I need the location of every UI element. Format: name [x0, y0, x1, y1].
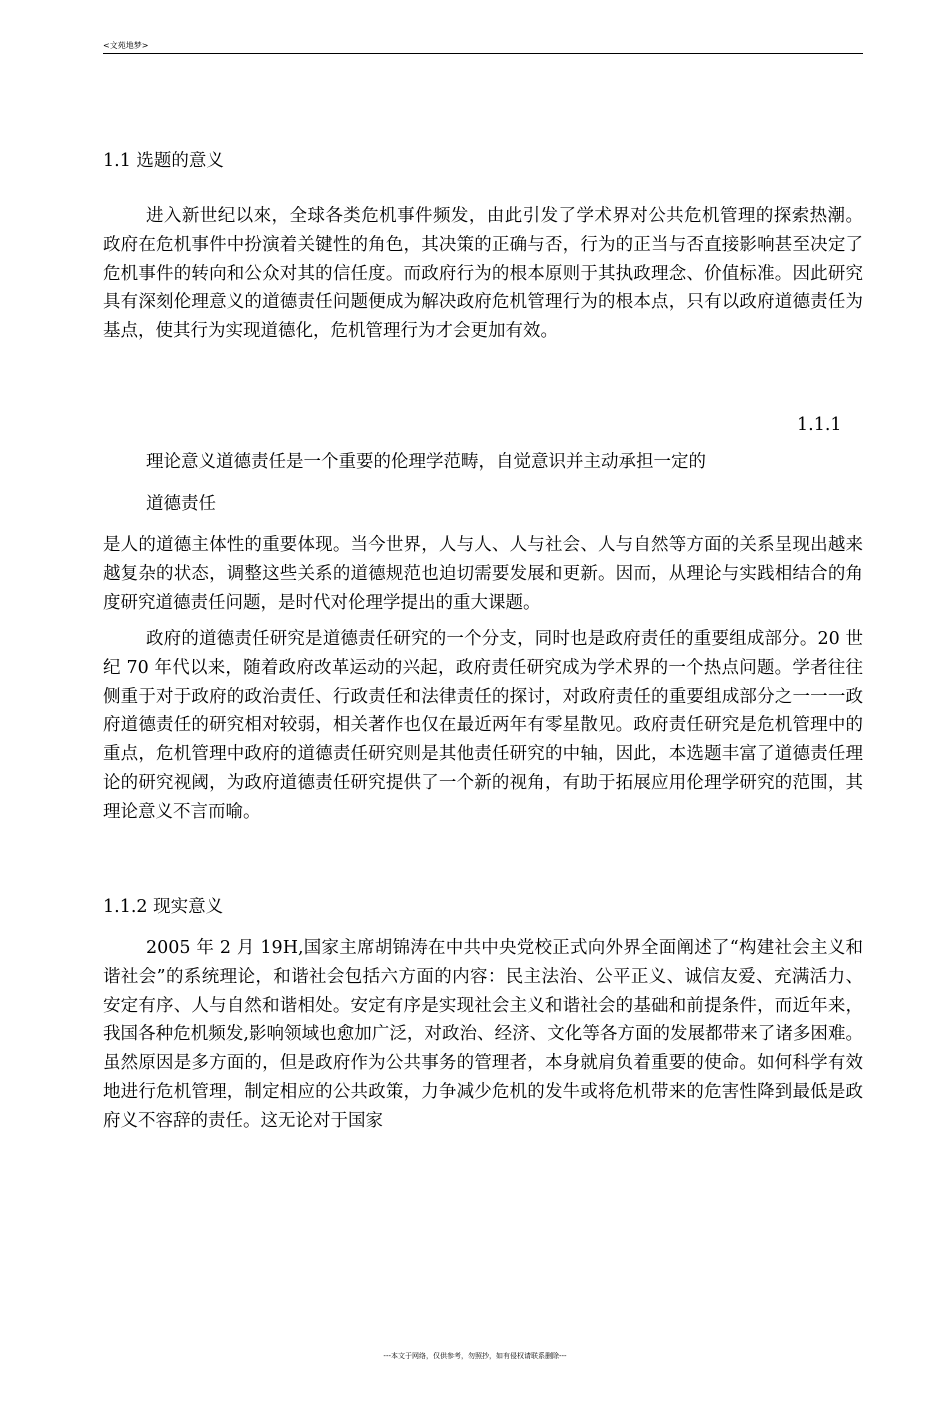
page-footer-disclaimer: ---本文于网络，仅供参考，勿照抄，如有侵权请联系删除--- — [383, 1352, 567, 1360]
section-heading-1-1-1-line2: 道德责任 — [146, 494, 216, 514]
paragraph-theory-1: 是人的道德主体性的重要体现。当今世界，人与人、人与社会、人与自然等方面的关系呈现出越来越复杂的状态，调整这些关系的道德规范也迫切需要发展和更新。因而，从理论与实践相结合的角度研究道德责任问题，是时代对伦理学提出的重大课题。 — [103, 535, 863, 613]
section-heading-1-1-1-line1: 理论意义道德责任是一个重要的伦理学范畴，自觉意识并主动承担一定的 — [146, 452, 706, 472]
section-number-1-1-1: 1.1.1 — [797, 415, 842, 435]
paragraph-theory-2: 政府的道德责任研究是道德责任研究的一个分支，同时也是政府责任的重要组成部分。20 世纪 70 年代以来，随着政府改革运动的兴起，政府责任研究成为学术界的一个热点问题。学者往往侧重于对于政府的政治责任、行政责任和法律责任的探讨，对政府责任的重要组成部分之一一一政府道德责任的研究相对较弱，相关著作也仅在最近两年有零星散见。政府责任研究是危机管理中的重点，危机管理中政府的道德责任研究则是其他责任研究的中轴，因此，本选题丰富了道德责任理论的研究视阈，为政府道德责任研究提供了一个新的视角，有助于拓展应用伦理学研究的范围，其理论意义不言而喻。 — [103, 629, 863, 822]
header-divider — [103, 53, 863, 54]
paragraph-significance: 进入新世纪以來，全球各类危机事件频发，由此引发了学术界对公共危机管理的探索热潮。政府在危机事件中扮演着关键性的角色，其决策的正确与否，行为的正当与否直接影响甚至决定了危机事件的转向和公众对其的信任度。而政府行为的根本原则于其执政理念、价值标准。因此研究具有深刻伦理意义的道德责任问题便成为解决政府危机管理行为的根本点，只有以政府道德责任为基点，使其行为实现道德化，危机管理行为才会更加有效。 — [103, 206, 863, 342]
section-heading-1-1: 1.1 选题的意义 — [103, 151, 224, 171]
paragraph-practical-significance: 2005 年 2 月 19H,国家主席胡锦涛在中共中央党校正式向外界全面阐述了“构建社会主义和谐社会”的系统理论，和谐社会包括六方面的内容：民主法治、公平正义、诚信友爱、充满活力、安定有序、人与自然和谐相处。安定有序是实现社会主义和谐社会的基础和前提条件，而近年来，我国各种危机频发,影响领域也愈加广泛，对政治、经济、文化等各方面的发展都带来了诸多困难。虽然原因是多方面的，但是政府作为公共事务的管理者，本身就肩负着重要的使命。如何科学有效地进行危机管理，制定相应的公共政策，力争减少危机的发牛或将危机带来的危害性降到最低是政府义不容辞的责任。这无论对于国家 — [103, 938, 863, 1131]
section-heading-1-1-2: 1.1.2 现实意义 — [103, 897, 224, 917]
page-header-text: <文苑地梦> — [103, 41, 149, 50]
